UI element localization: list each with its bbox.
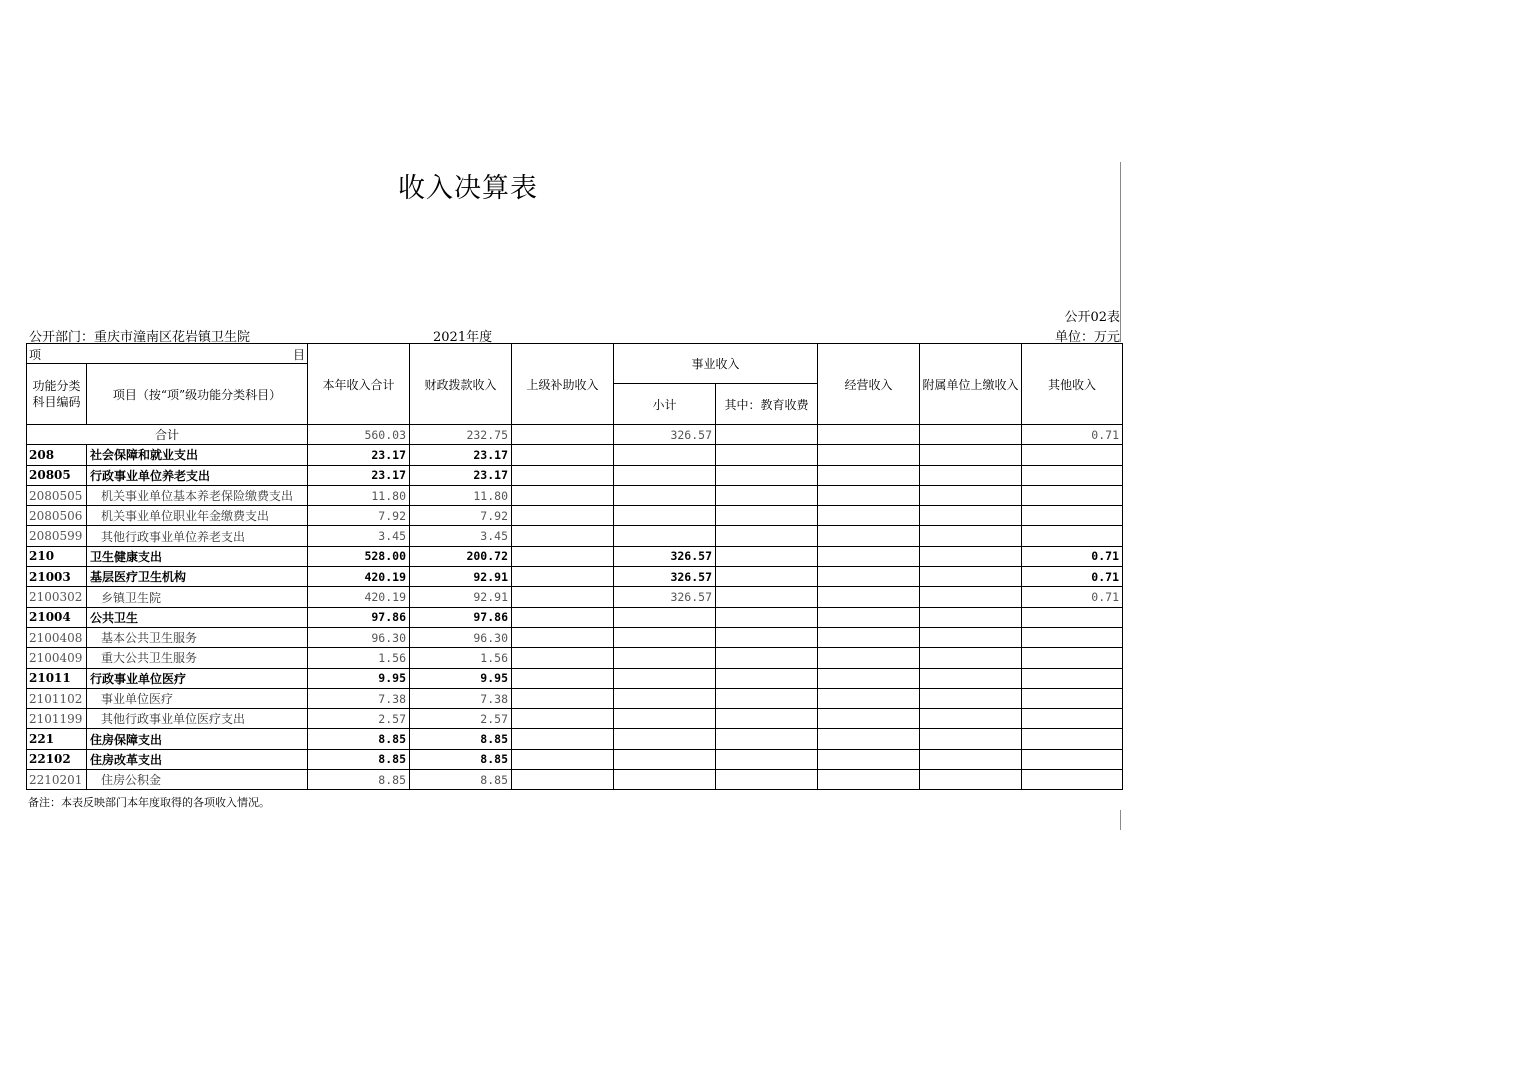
cell-subtotal bbox=[614, 688, 716, 708]
cell-operating bbox=[818, 627, 920, 647]
cell-education bbox=[716, 749, 818, 769]
cell-fiscal: 8.85 bbox=[410, 770, 512, 790]
cell-affiliated bbox=[920, 567, 1022, 587]
cell-operating bbox=[818, 506, 920, 526]
table-row bbox=[27, 770, 1123, 790]
table-row bbox=[27, 709, 1123, 729]
cell-other bbox=[1022, 648, 1123, 668]
cell-name: 机关事业单位职业年金缴费支出 bbox=[87, 506, 308, 526]
cell-affiliated bbox=[920, 526, 1022, 546]
cell-name: 其他行政事业单位医疗支出 bbox=[87, 709, 308, 729]
cell-operating bbox=[818, 709, 920, 729]
header-name: 项目（按“项”级功能分类科目） bbox=[87, 364, 308, 425]
cell-operating bbox=[818, 688, 920, 708]
cell-subtotal: 326.57 bbox=[614, 567, 716, 587]
table-row bbox=[27, 607, 1123, 627]
cell-education bbox=[716, 567, 818, 587]
cell-education bbox=[716, 709, 818, 729]
cell-name: 乡镇卫生院 bbox=[87, 587, 308, 607]
cell-affiliated bbox=[920, 709, 1022, 729]
header-education: 其中：教育收费 bbox=[716, 384, 818, 425]
cell-code: 22102 bbox=[27, 749, 87, 769]
cell-fiscal: 96.30 bbox=[410, 627, 512, 647]
cell-subtotal: 326.57 bbox=[614, 546, 716, 566]
cell-code: 2080505 bbox=[27, 485, 87, 505]
cell-other bbox=[1022, 729, 1123, 749]
cell-superior bbox=[512, 465, 614, 485]
cell-superior bbox=[512, 668, 614, 688]
page-edge-line bbox=[1120, 162, 1121, 342]
table-row bbox=[27, 587, 1123, 607]
cell-other bbox=[1022, 607, 1123, 627]
cell-superior bbox=[512, 506, 614, 526]
cell-fiscal: 8.85 bbox=[410, 729, 512, 749]
cell-name: 基层医疗卫生机构 bbox=[87, 567, 308, 587]
cell-superior bbox=[512, 648, 614, 668]
cell-operating bbox=[818, 648, 920, 668]
cell-fiscal: 7.92 bbox=[410, 506, 512, 526]
cell-other: 0.71 bbox=[1022, 546, 1123, 566]
cell-fiscal: 23.17 bbox=[410, 445, 512, 465]
cell-fiscal: 2.57 bbox=[410, 709, 512, 729]
cell-name: 住房保障支出 bbox=[87, 729, 308, 749]
table-row bbox=[27, 648, 1123, 668]
cell-code: 2101102 bbox=[27, 688, 87, 708]
cell-education bbox=[716, 587, 818, 607]
cell-fiscal: 1.56 bbox=[410, 648, 512, 668]
cell-affiliated bbox=[920, 587, 1022, 607]
cell-affiliated bbox=[920, 627, 1022, 647]
cell-affiliated bbox=[920, 485, 1022, 505]
cell-fiscal: 7.38 bbox=[410, 688, 512, 708]
cell-operating bbox=[818, 425, 920, 445]
header-affiliated: 附属单位上缴收入 bbox=[920, 344, 1022, 425]
cell-affiliated bbox=[920, 607, 1022, 627]
cell-name: 其他行政事业单位养老支出 bbox=[87, 526, 308, 546]
cell-education bbox=[716, 627, 818, 647]
cell-other bbox=[1022, 445, 1123, 465]
cell-education bbox=[716, 526, 818, 546]
cell-education bbox=[716, 425, 818, 445]
cell-total: 97.86 bbox=[308, 607, 410, 627]
cell-total: 8.85 bbox=[308, 729, 410, 749]
cell-name: 机关事业单位基本养老保险缴费支出 bbox=[87, 485, 308, 505]
cell-subtotal bbox=[614, 648, 716, 668]
header-business: 事业收入 bbox=[614, 344, 818, 384]
cell-superior bbox=[512, 688, 614, 708]
cell-superior bbox=[512, 770, 614, 790]
cell-affiliated bbox=[920, 506, 1022, 526]
cell-operating bbox=[818, 668, 920, 688]
table-row bbox=[27, 749, 1123, 769]
cell-education bbox=[716, 506, 818, 526]
cell-total: 8.85 bbox=[308, 770, 410, 790]
cell-fiscal: 9.95 bbox=[410, 668, 512, 688]
cell-total: 3.45 bbox=[308, 526, 410, 546]
header-mu: 目 bbox=[292, 348, 305, 362]
cell-affiliated bbox=[920, 668, 1022, 688]
cell-other bbox=[1022, 668, 1123, 688]
cell-superior bbox=[512, 749, 614, 769]
cell-education bbox=[716, 465, 818, 485]
cell-total: 8.85 bbox=[308, 749, 410, 769]
cell-code: 2101199 bbox=[27, 709, 87, 729]
table-row bbox=[27, 627, 1123, 647]
cell-other bbox=[1022, 485, 1123, 505]
cell-operating bbox=[818, 485, 920, 505]
cell-code: 2080506 bbox=[27, 506, 87, 526]
table-row bbox=[27, 526, 1123, 546]
cell-code: 208 bbox=[27, 445, 87, 465]
cell-operating bbox=[818, 607, 920, 627]
cell-code: 2210201 bbox=[27, 770, 87, 790]
cell-subtotal: 326.57 bbox=[614, 425, 716, 445]
cell-operating bbox=[818, 729, 920, 749]
cell-education bbox=[716, 770, 818, 790]
cell-name: 住房改革支出 bbox=[87, 749, 308, 769]
cell-code: 20805 bbox=[27, 465, 87, 485]
cell-code: 2080599 bbox=[27, 526, 87, 546]
cell-superior bbox=[512, 607, 614, 627]
cell-fiscal: 3.45 bbox=[410, 526, 512, 546]
cell-superior bbox=[512, 425, 614, 445]
cell-name: 基本公共卫生服务 bbox=[87, 627, 308, 647]
cell-total: 23.17 bbox=[308, 445, 410, 465]
cell-code: 210 bbox=[27, 546, 87, 566]
cell-subtotal bbox=[614, 770, 716, 790]
cell-subtotal bbox=[614, 709, 716, 729]
cell-fiscal: 8.85 bbox=[410, 749, 512, 769]
header-total: 本年收入合计 bbox=[308, 344, 410, 425]
table-row bbox=[27, 729, 1123, 749]
footnote: 备注：本表反映部门本年度取得的各项收入情况。 bbox=[28, 796, 270, 809]
cell-subtotal bbox=[614, 607, 716, 627]
cell-subtotal bbox=[614, 485, 716, 505]
cell-total: 1.56 bbox=[308, 648, 410, 668]
header-xiang-mu bbox=[27, 344, 308, 364]
cell-other: 0.71 bbox=[1022, 425, 1123, 445]
cell-fiscal: 92.91 bbox=[410, 587, 512, 607]
cell-superior bbox=[512, 445, 614, 465]
cell-total: 9.95 bbox=[308, 668, 410, 688]
cell-operating bbox=[818, 546, 920, 566]
cell-total: 420.19 bbox=[308, 587, 410, 607]
cell-code: 2100409 bbox=[27, 648, 87, 668]
cell-superior bbox=[512, 546, 614, 566]
table-row bbox=[27, 445, 1123, 465]
cell-name: 住房公积金 bbox=[87, 770, 308, 790]
cell-affiliated bbox=[920, 688, 1022, 708]
cell-other bbox=[1022, 688, 1123, 708]
cell-operating bbox=[818, 526, 920, 546]
cell-subtotal bbox=[614, 668, 716, 688]
cell-operating bbox=[818, 749, 920, 769]
unit-label: 单位：万元 bbox=[1054, 330, 1120, 345]
department-label: 公开部门：重庆市潼南区花岩镇卫生院 bbox=[29, 330, 251, 345]
table-row bbox=[27, 485, 1123, 505]
cell-subtotal bbox=[614, 729, 716, 749]
cell-name: 卫生健康支出 bbox=[87, 546, 308, 566]
table-row bbox=[27, 506, 1123, 526]
cell-total: 420.19 bbox=[308, 567, 410, 587]
cell-other bbox=[1022, 770, 1123, 790]
header-xiang: 项 bbox=[29, 348, 42, 362]
cell-education bbox=[716, 485, 818, 505]
cell-subtotal bbox=[614, 445, 716, 465]
cell-affiliated bbox=[920, 729, 1022, 749]
cell-name: 行政事业单位医疗 bbox=[87, 668, 308, 688]
cell-name: 行政事业单位养老支出 bbox=[87, 465, 308, 485]
cell-superior bbox=[512, 587, 614, 607]
cell-affiliated bbox=[920, 465, 1022, 485]
cell-superior bbox=[512, 627, 614, 647]
header-fiscal: 财政拨款收入 bbox=[410, 344, 512, 425]
cell-name: 事业单位医疗 bbox=[87, 688, 308, 708]
cell-other bbox=[1022, 749, 1123, 769]
cell-education bbox=[716, 688, 818, 708]
cell-operating bbox=[818, 567, 920, 587]
cell-fiscal: 232.75 bbox=[410, 425, 512, 445]
cell-superior bbox=[512, 485, 614, 505]
cell-other: 0.71 bbox=[1022, 567, 1123, 587]
cell-other bbox=[1022, 506, 1123, 526]
cell-fiscal: 200.72 bbox=[410, 546, 512, 566]
header-code: 功能分类科目编码 bbox=[27, 364, 87, 425]
report-title: 收入决算表 bbox=[398, 173, 538, 204]
cell-superior bbox=[512, 709, 614, 729]
cell-operating bbox=[818, 445, 920, 465]
table-row bbox=[27, 668, 1123, 688]
cell-superior bbox=[512, 567, 614, 587]
cell-name: 社会保障和就业支出 bbox=[87, 445, 308, 465]
cell-operating bbox=[818, 587, 920, 607]
table-row bbox=[27, 688, 1123, 708]
cell-code: 21011 bbox=[27, 668, 87, 688]
cell-fiscal: 11.80 bbox=[410, 485, 512, 505]
cell-education bbox=[716, 546, 818, 566]
header-subtotal: 小计 bbox=[614, 384, 716, 425]
page-edge-line bbox=[1120, 810, 1121, 830]
cell-name: 公共卫生 bbox=[87, 607, 308, 627]
table-id: 公开02表 bbox=[1064, 310, 1120, 325]
cell-other bbox=[1022, 627, 1123, 647]
cell-superior bbox=[512, 526, 614, 546]
cell-other: 0.71 bbox=[1022, 587, 1123, 607]
cell-education bbox=[716, 445, 818, 465]
cell-subtotal bbox=[614, 506, 716, 526]
table-row bbox=[27, 465, 1123, 485]
cell-other bbox=[1022, 465, 1123, 485]
cell-code: 221 bbox=[27, 729, 87, 749]
cell-subtotal bbox=[614, 465, 716, 485]
cell-fiscal: 92.91 bbox=[410, 567, 512, 587]
cell-affiliated bbox=[920, 546, 1022, 566]
header-operating: 经营收入 bbox=[818, 344, 920, 425]
cell-other bbox=[1022, 526, 1123, 546]
total-row bbox=[27, 425, 1123, 445]
cell-subtotal bbox=[614, 627, 716, 647]
cell-affiliated bbox=[920, 425, 1022, 445]
cell-education bbox=[716, 607, 818, 627]
cell-affiliated bbox=[920, 770, 1022, 790]
cell-education bbox=[716, 729, 818, 749]
total-label: 合计 bbox=[27, 425, 308, 445]
cell-code: 21003 bbox=[27, 567, 87, 587]
cell-total: 560.03 bbox=[308, 425, 410, 445]
cell-total: 23.17 bbox=[308, 465, 410, 485]
header-superior: 上级补助收入 bbox=[512, 344, 614, 425]
cell-education bbox=[716, 648, 818, 668]
cell-code: 2100302 bbox=[27, 587, 87, 607]
cell-affiliated bbox=[920, 749, 1022, 769]
cell-affiliated bbox=[920, 648, 1022, 668]
cell-fiscal: 23.17 bbox=[410, 465, 512, 485]
cell-name: 重大公共卫生服务 bbox=[87, 648, 308, 668]
cell-subtotal: 326.57 bbox=[614, 587, 716, 607]
cell-total: 7.92 bbox=[308, 506, 410, 526]
cell-education bbox=[716, 668, 818, 688]
income-table bbox=[26, 343, 1123, 790]
cell-operating bbox=[818, 465, 920, 485]
cell-total: 2.57 bbox=[308, 709, 410, 729]
fiscal-year: 2021年度 bbox=[433, 330, 493, 345]
cell-total: 96.30 bbox=[308, 627, 410, 647]
cell-total: 528.00 bbox=[308, 546, 410, 566]
cell-total: 11.80 bbox=[308, 485, 410, 505]
cell-total: 7.38 bbox=[308, 688, 410, 708]
cell-subtotal bbox=[614, 526, 716, 546]
cell-operating bbox=[818, 770, 920, 790]
cell-code: 21004 bbox=[27, 607, 87, 627]
cell-other bbox=[1022, 709, 1123, 729]
header-other: 其他收入 bbox=[1022, 344, 1123, 425]
cell-subtotal bbox=[614, 749, 716, 769]
cell-code: 2100408 bbox=[27, 627, 87, 647]
cell-superior bbox=[512, 729, 614, 749]
table-row bbox=[27, 567, 1123, 587]
cell-affiliated bbox=[920, 445, 1022, 465]
cell-fiscal: 97.86 bbox=[410, 607, 512, 627]
table-row bbox=[27, 546, 1123, 566]
